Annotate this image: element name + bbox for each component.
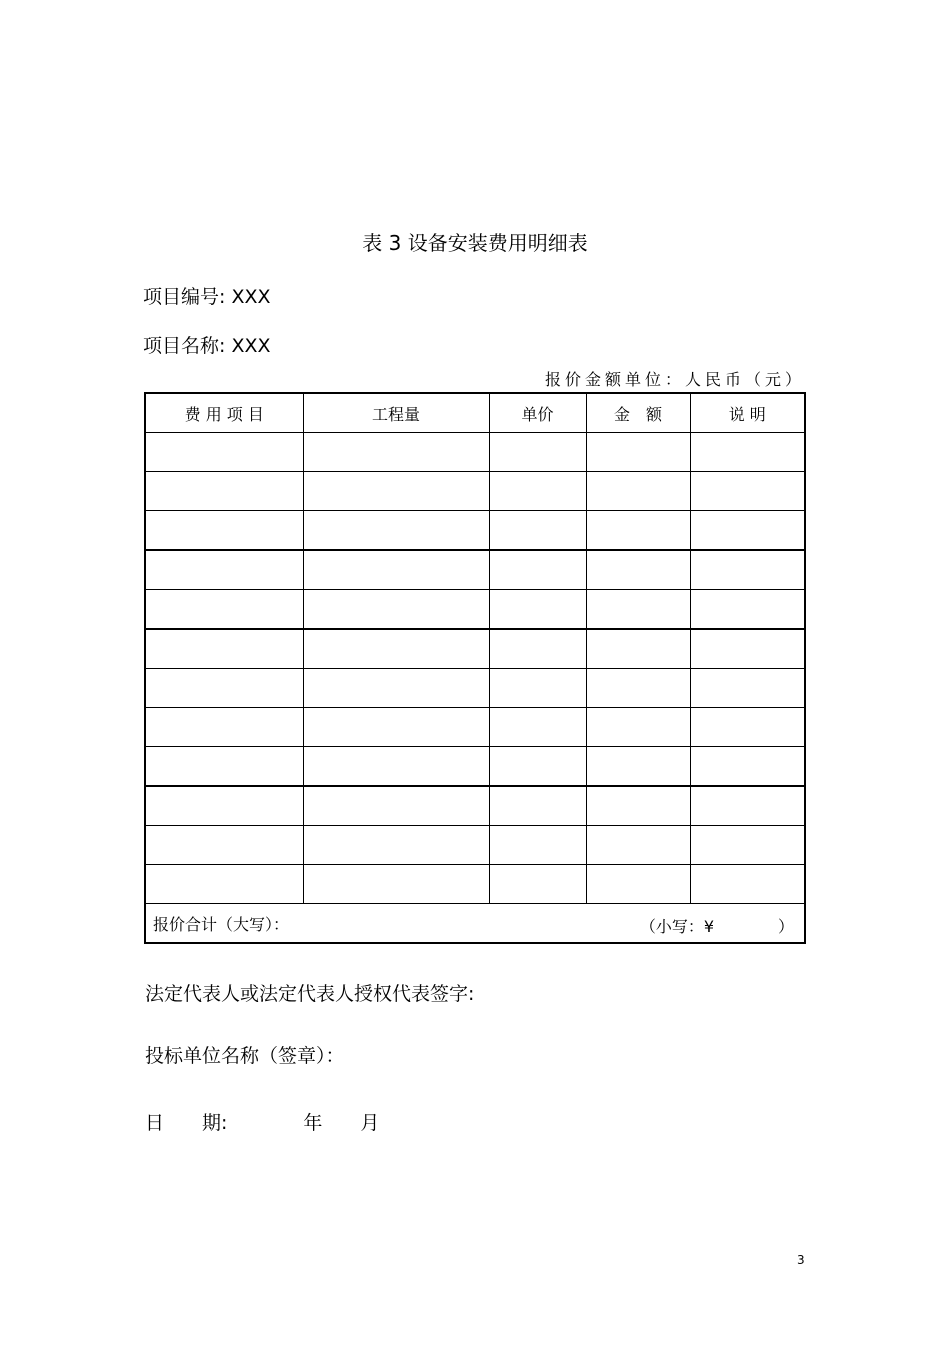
cell-cost-item — [145, 590, 303, 630]
cell-amount — [586, 511, 690, 551]
cell-remarks — [690, 865, 805, 904]
cell-amount — [586, 708, 690, 747]
cell-unit-price — [489, 433, 586, 472]
cell-remarks — [690, 550, 805, 590]
cell-quantity — [303, 433, 489, 472]
cell-quantity — [303, 550, 489, 590]
cell-amount — [586, 865, 690, 904]
signature-line: 法定代表人或法定代表人授权代表签字: — [145, 983, 475, 1005]
date-line: 日 期: 年 月 — [145, 1112, 380, 1134]
cell-quantity — [303, 669, 489, 708]
cell-amount — [586, 550, 690, 590]
project-name — [143, 331, 271, 358]
table-row — [145, 865, 805, 904]
cell-amount — [586, 786, 690, 826]
cell-amount — [586, 747, 690, 787]
table-header-row — [145, 393, 805, 433]
cell-unit-price — [489, 786, 586, 826]
cell-cost-item — [145, 669, 303, 708]
cell-remarks — [690, 472, 805, 511]
cell-cost-item — [145, 747, 303, 787]
cell-unit-price — [489, 550, 586, 590]
cell-amount — [586, 669, 690, 708]
project-name-label: 项目名称: — [143, 335, 226, 357]
table-row — [145, 629, 805, 669]
cell-amount — [586, 472, 690, 511]
cell-unit-price — [489, 865, 586, 904]
cell-unit-price — [489, 472, 586, 511]
header-amount: 金 额 — [586, 393, 690, 433]
cost-detail-table — [144, 392, 806, 944]
total-small: （小写：¥ ） — [639, 917, 794, 936]
header-quantity: 工程量 — [303, 393, 489, 433]
cell-quantity — [303, 629, 489, 669]
cell-unit-price — [489, 708, 586, 747]
company-seal-line: 投标单位名称（签章）： — [145, 1045, 345, 1067]
cell-cost-item — [145, 472, 303, 511]
cell-remarks — [690, 669, 805, 708]
total-label: 报价合计（大写）： — [153, 914, 290, 934]
project-name-value: XXX — [231, 335, 271, 357]
cell-quantity — [303, 472, 489, 511]
project-number-value: XXX — [231, 286, 271, 308]
cell-unit-price — [489, 629, 586, 669]
cell-amount — [586, 629, 690, 669]
project-number — [143, 282, 271, 309]
cell-cost-item — [145, 708, 303, 747]
cell-quantity — [303, 747, 489, 787]
cell-quantity — [303, 511, 489, 551]
cell-cost-item — [145, 629, 303, 669]
table-row — [145, 747, 805, 787]
total-row — [145, 904, 805, 944]
cell-unit-price — [489, 826, 586, 865]
cell-quantity — [303, 786, 489, 826]
cell-quantity — [303, 826, 489, 865]
table-row — [145, 826, 805, 865]
page-title: 表 3 设备安装费用明细表 — [362, 231, 588, 255]
total-cell — [145, 904, 805, 944]
cell-unit-price — [489, 669, 586, 708]
cell-remarks — [690, 747, 805, 787]
table-row — [145, 472, 805, 511]
cell-cost-item — [145, 433, 303, 472]
table-row — [145, 669, 805, 708]
header-cost-item: 费 用 项 目 — [145, 393, 303, 433]
cell-quantity — [303, 865, 489, 904]
project-number-label: 项目编号: — [143, 286, 226, 308]
cell-amount — [586, 590, 690, 630]
cell-unit-price — [489, 747, 586, 787]
cell-remarks — [690, 708, 805, 747]
cell-remarks — [690, 511, 805, 551]
table-row — [145, 433, 805, 472]
cell-remarks — [690, 786, 805, 826]
cell-cost-item — [145, 826, 303, 865]
cell-unit-price — [489, 590, 586, 630]
table-row — [145, 590, 805, 630]
table-row — [145, 708, 805, 747]
table-row — [145, 550, 805, 590]
cell-remarks — [690, 826, 805, 865]
page-number: 3 — [797, 1253, 805, 1267]
cell-remarks — [690, 433, 805, 472]
cell-cost-item — [145, 511, 303, 551]
cell-remarks — [690, 629, 805, 669]
cell-cost-item — [145, 550, 303, 590]
cell-amount — [586, 826, 690, 865]
table-row — [145, 511, 805, 551]
table-row — [145, 786, 805, 826]
header-remarks: 说 明 — [690, 393, 805, 433]
cell-remarks — [690, 590, 805, 630]
cell-cost-item — [145, 865, 303, 904]
header-unit-price: 单价 — [489, 393, 586, 433]
cell-quantity — [303, 590, 489, 630]
cell-unit-price — [489, 511, 586, 551]
cell-quantity — [303, 708, 489, 747]
currency-unit-note: 报价金额单位：人民币（元） — [544, 370, 805, 389]
cell-amount — [586, 433, 690, 472]
cell-cost-item — [145, 786, 303, 826]
